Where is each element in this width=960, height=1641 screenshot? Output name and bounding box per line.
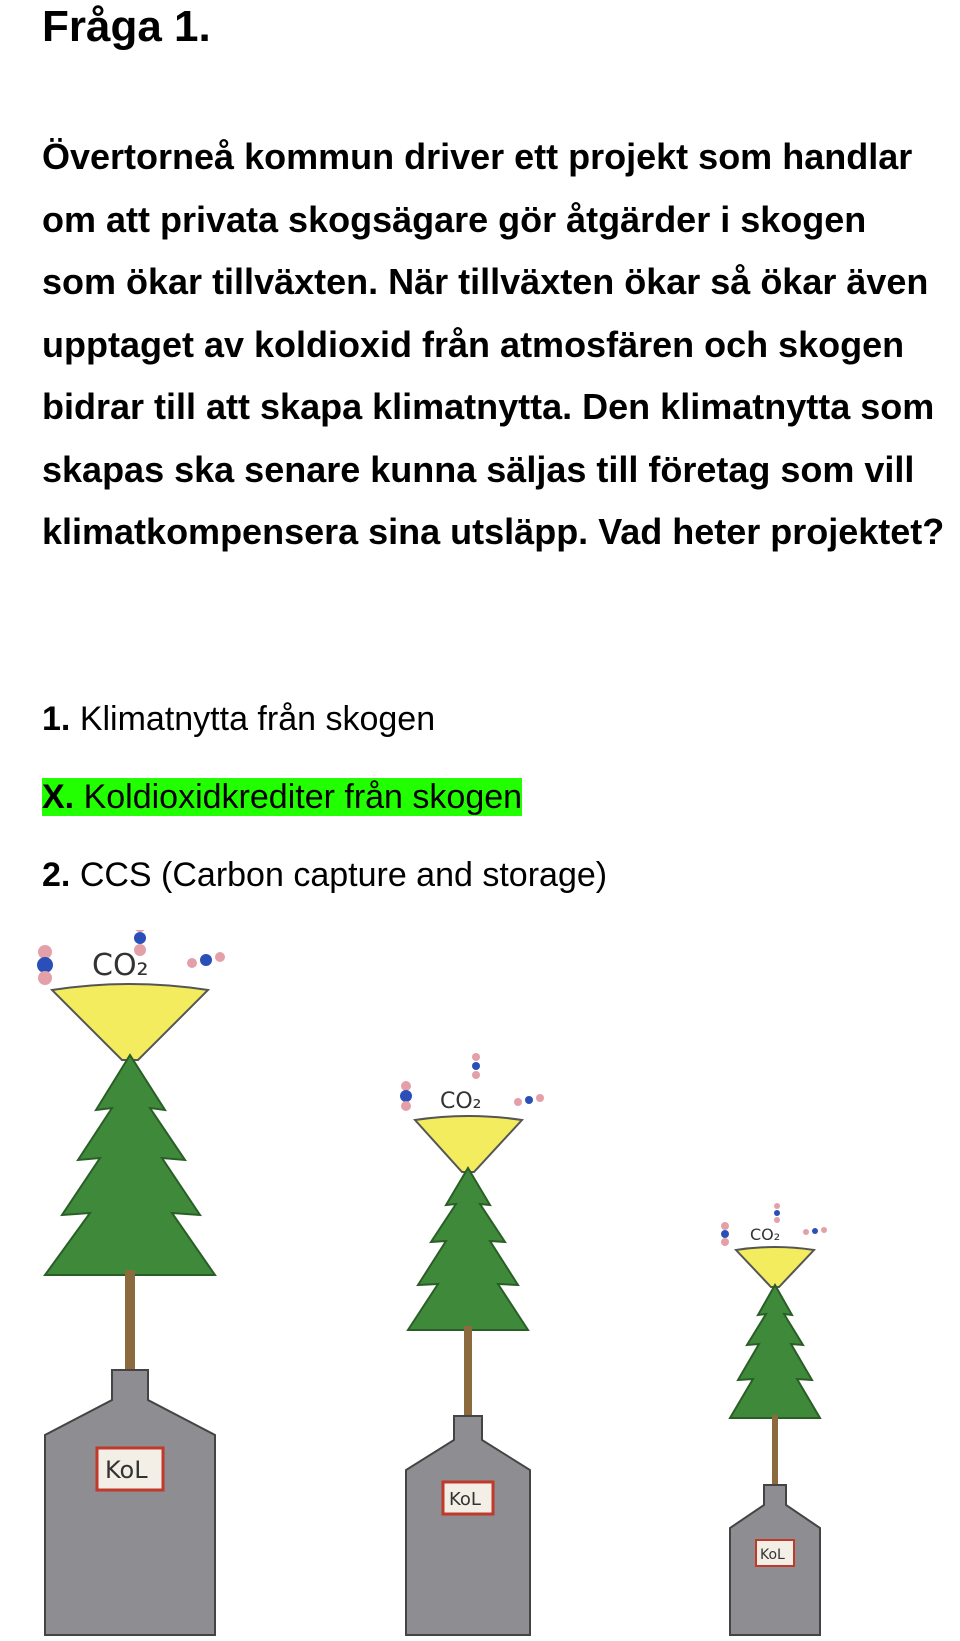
small-tree-bottle (721, 1203, 827, 1635)
bottle-label-text: KoL (760, 1547, 785, 1563)
answer-option-1[interactable] (42, 695, 435, 743)
molecule-icon (514, 1094, 544, 1106)
molecule-icon (400, 1081, 412, 1111)
co2-label: CO₂ (92, 948, 149, 983)
funnel-icon (736, 1247, 814, 1287)
bottle-icon (406, 1416, 530, 1635)
tree-trunk (464, 1326, 472, 1416)
bottle-label-text: KoL (449, 1489, 481, 1510)
question-text: Övertorneå kommun driver ett projekt som handlar om att privata skogsägare gör åtgärder i skogen som ökar tillväxten. När tillväxten ökar så ökar även upptaget av koldioxid från atmosfären och skogen bidrar till att skapa klimatnytta. Den klimatnytta som skapas ska senare kunna säljas till företag som vill klimatkompensera sina utsläpp. Vad heter projektet? (42, 136, 945, 552)
tree-trunk (125, 1270, 135, 1370)
answer-text: Klimatnytta från skogen (79, 700, 436, 738)
co2-label: CO₂ (750, 1225, 781, 1244)
tree-icon (730, 1285, 820, 1418)
answer-key: 2. (42, 856, 71, 894)
answer-option-x[interactable] (42, 773, 522, 821)
large-tree-bottle (37, 930, 225, 1635)
funnel-icon (415, 1116, 522, 1172)
molecule-icon (187, 952, 225, 968)
molecule-icon (803, 1227, 827, 1235)
molecule-icon (774, 1203, 780, 1223)
tree-trunk (772, 1415, 778, 1485)
tree-icon (45, 1055, 215, 1275)
molecule-icon (37, 945, 53, 985)
answer-text: CCS (Carbon capture and storage) (79, 856, 608, 894)
molecule-icon (721, 1222, 729, 1246)
bottle-icon (45, 1370, 215, 1635)
medium-tree-bottle (400, 1053, 544, 1635)
molecule-icon (472, 1053, 480, 1079)
answer-key: 1. (42, 700, 71, 738)
tree-funnel-illustration (0, 930, 960, 1641)
question-title: Fråga 1. (42, 2, 211, 51)
co2-label: CO₂ (440, 1089, 482, 1114)
bottle-label-text: KoL (105, 1456, 148, 1484)
tree-icon (408, 1168, 528, 1330)
funnel-icon (52, 984, 208, 1060)
answer-key: X. (42, 778, 75, 816)
answer-option-2[interactable] (42, 851, 607, 899)
answer-highlight (42, 778, 522, 816)
answer-text: Koldioxidkrediter från skogen (83, 778, 523, 816)
